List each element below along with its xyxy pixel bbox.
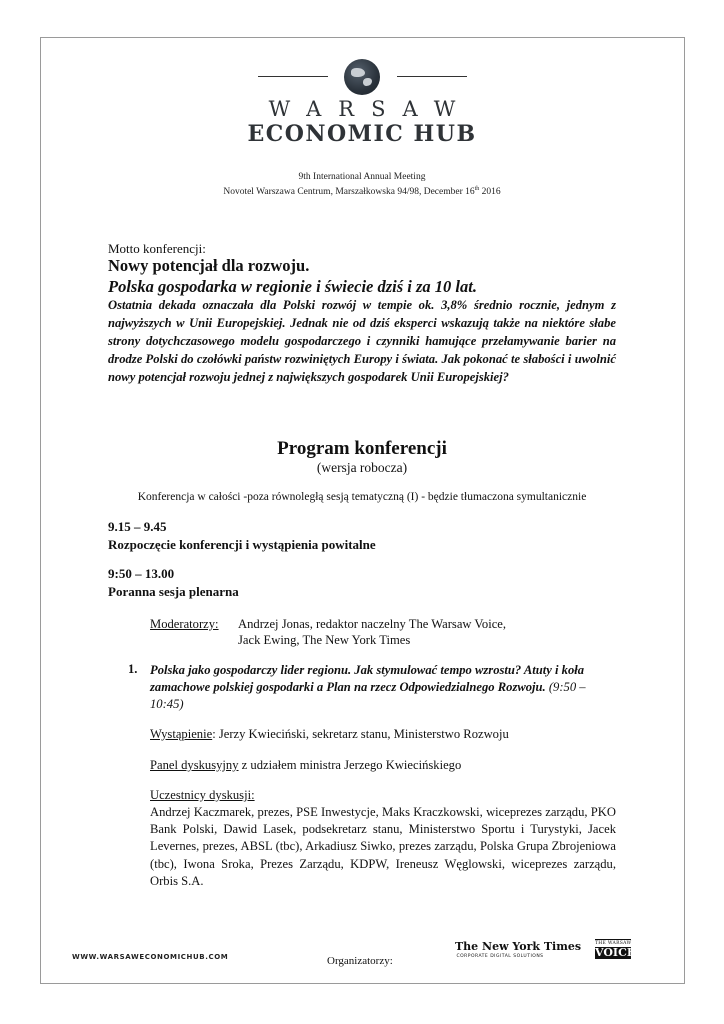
item-1-time: (9:50 – 10:45) (150, 680, 586, 712)
motto-body: Ostatnia dekada oznaczała dla Polski rozwój w tempie ok. 3,8% średnio rocznie, jednym z najwyższych w Unii Europejskiej. Jednak nie od dziś eksperci wskazują także na niektóre słabe strony dotychczasowego modelu gospodarczego i czynniki hamujące przełamywanie barier na drodze Polski do czołówki państw rozwiniętych Europy i świata. Jak pokonać te słabości i uwolnić nowy potencjał rozwoju jednej z największych gospodarek Unii Europejskiej? (108, 298, 616, 384)
program-subtitle: (wersja robocza) (316, 460, 408, 475)
item-1-title: Polska jako gospodarczy lider regionu. Jak stymulować tempo wzrostu? Atuty i koła zamachowe polskiej gospodarki a Plan na rzecz Odpowiedzialnego Rozwoju. (9:50 – 10:45) (150, 663, 586, 712)
slot1-time: 9.15 – 9.45 (108, 519, 167, 534)
moderators-label: Moderatorzy: (150, 617, 219, 631)
brand-line-1: WARSAW (268, 97, 473, 121)
participants-list: Andrzej Kaczmarek, prezes, PSE Inwestycje, Maks Kraczkowski, wiceprezes zarządu, PKO Bank Polski, Dawid Lasek, podsekretarz stanu, Ministerstwo Sportu i Turystyki, Jacek Levernes, prezes, ABSL (tbc), Arkadiusz Siwko, prezes zarządu, Polska Grupa Zbrojeniowa (tbc), Iwona Sroka, Prezes Zarządu, KDPW, Ireneusz Węglowski, wiceprezes zarządu, Orbis S.A. (150, 805, 616, 888)
panel-line: Panel dyskusyjny z udziałem ministra Jerzego Kwiecińskiego (150, 758, 462, 772)
program-title: Program konferencji (277, 438, 447, 459)
nyt-logo: The New York Times CORPORATE DIGITAL SOLUTIONS (455, 940, 582, 959)
meeting-line: 9th International Annual Meeting (298, 172, 426, 182)
moderator-2: Jack Ewing, The New York Times (238, 633, 411, 647)
participants-label: Uczestnicy dyskusji: (150, 788, 255, 802)
motto-title-2: Polska gospodarka w regionie i świecie dziś i za 10 lat. (108, 277, 477, 296)
item-1-number: 1. (128, 662, 138, 676)
motto-label: Motto konferencji: (108, 241, 206, 256)
logo-rule-right (397, 76, 467, 77)
motto-title-1: Nowy potencjał dla rozwoju. (108, 256, 310, 275)
panel-label: Panel dyskusyjny (150, 758, 239, 772)
translation-notice: Konferencja w całości -poza równoległą sesją tematyczną (I) - będzie tłumaczona symultanicznie (137, 491, 587, 503)
speech-label: Wystąpienie (150, 727, 213, 741)
globe-icon (344, 59, 380, 95)
organizers-label: Organizatorzy: (327, 955, 393, 967)
moderators (150, 616, 507, 633)
warsaw-voice-logo: THE WARSAW VOICE (595, 941, 636, 959)
brand-line-2: ECONOMIC HUB (247, 121, 477, 147)
slot1-title: Rozpoczęcie konferencji i wystąpienia powitalne (108, 537, 376, 552)
speech-line: Wystąpienie: Jerzy Kwieciński, sekretarz stanu, Ministerstwo Rozwoju (150, 727, 509, 741)
website-link[interactable]: WWW.WARSAWECONOMICHUB.COM (72, 953, 229, 961)
slot2-title: Poranna sesja plenarna (108, 584, 239, 599)
moderator-1: Andrzej Jonas, redaktor naczelny The Warsaw Voice, (238, 617, 507, 631)
venue-line: Novotel Warszawa Centrum, Marszałkowska 94/98, December 16th 2016 (223, 186, 501, 198)
slot2-time: 9:50 – 13.00 (108, 566, 175, 581)
